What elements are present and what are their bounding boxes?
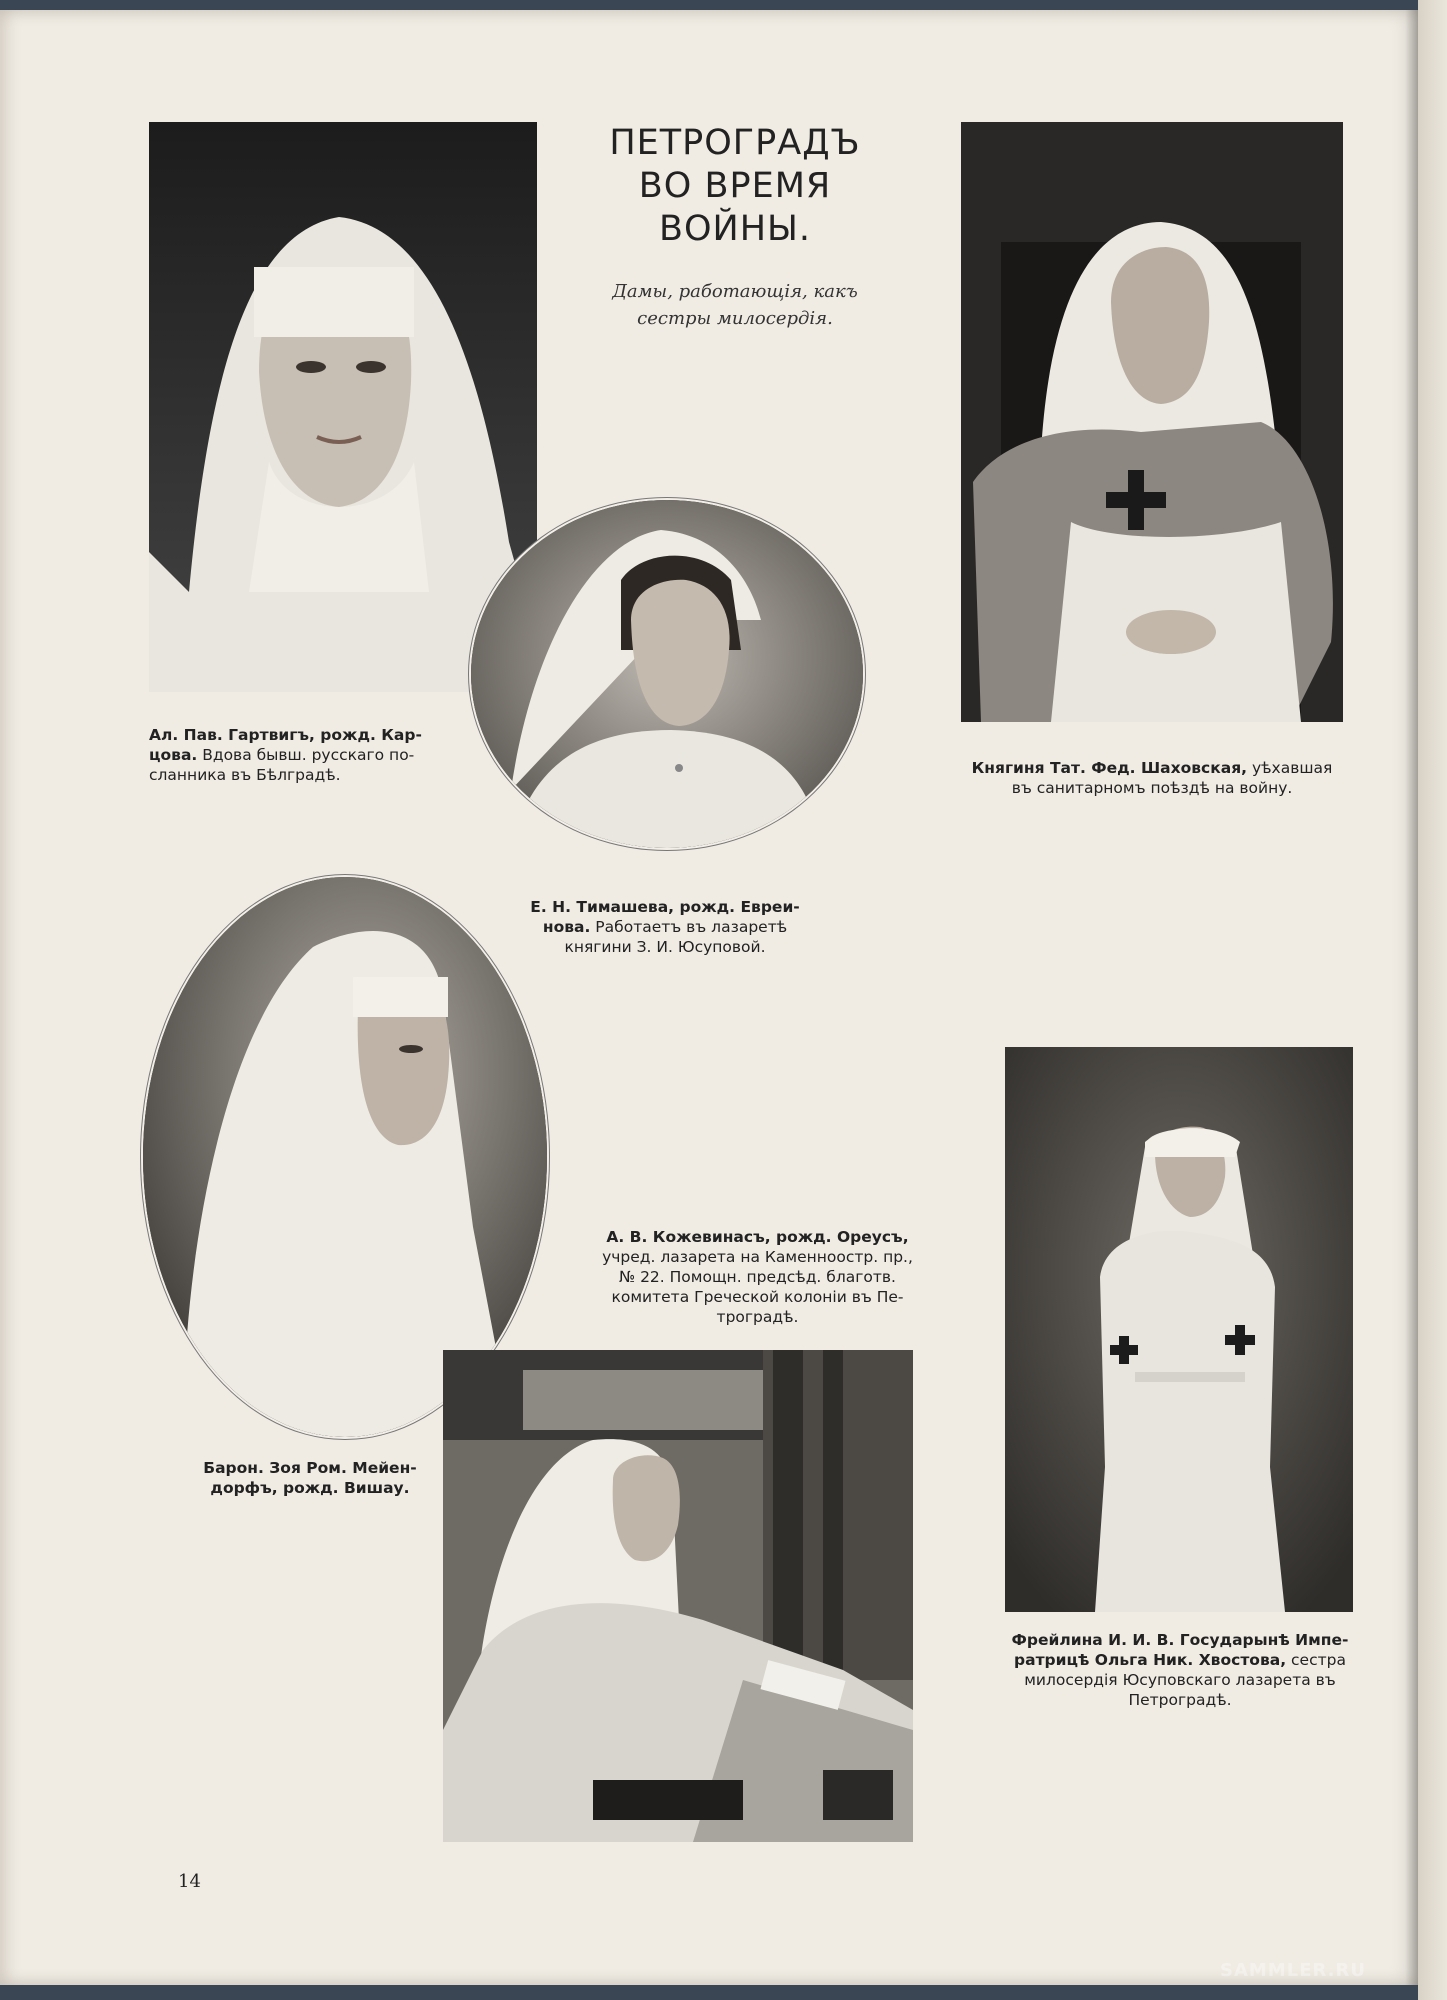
photo-shakhovskaya — [961, 122, 1343, 722]
watermark: SAMMLER.RU — [1220, 1960, 1366, 1981]
caption-text: Петроградѣ. — [1128, 1691, 1232, 1709]
portrait-image — [1005, 1047, 1353, 1612]
title-line: ВОЙНЫ. — [658, 209, 812, 249]
portrait-image — [149, 122, 537, 692]
caption-text: троградѣ. — [716, 1308, 799, 1326]
adjacent-page-edge — [1418, 0, 1447, 2000]
portrait-image — [471, 500, 863, 848]
caption-name: Барон. Зоя Ром. Мейен- — [203, 1459, 417, 1477]
caption-text: уѣхавшая — [1247, 759, 1333, 777]
caption-name: Фрейлина И. И. В. Государынѣ Импе- — [1011, 1631, 1349, 1649]
caption-text: Вдова бывш. русскаго по- — [197, 746, 415, 764]
page-subtitle — [560, 278, 910, 332]
title-line: ВО ВРЕМЯ — [638, 166, 832, 206]
caption-name: цова. — [149, 746, 198, 764]
caption-text: сланника въ Бѣлградѣ. — [149, 766, 341, 784]
caption-text: № 22. Помощн. предсѣд. благотв. — [619, 1268, 896, 1286]
photo-khvostova — [1005, 1047, 1353, 1612]
photo-gartvig — [149, 122, 537, 692]
page-number: 14 — [178, 1871, 201, 1892]
caption-text: учред. лазарета на Каменноостр. пр., — [602, 1248, 913, 1266]
caption-text: сестра — [1286, 1651, 1346, 1669]
caption-name: Е. Н. Тимашева, рожд. Евреи- — [530, 898, 800, 916]
portrait-image — [961, 122, 1343, 722]
subtitle-line: Дамы, работающія, какъ — [612, 281, 858, 302]
caption-shakhovskaya — [940, 758, 1364, 798]
page-edge-shadow — [1405, 10, 1419, 1985]
caption-text: въ санитарномъ поѣздѣ на войну. — [1011, 779, 1293, 797]
caption-meyendorf — [160, 1458, 460, 1498]
caption-name: дорфъ, рожд. Вишау. — [210, 1479, 410, 1497]
caption-khvostova — [985, 1630, 1375, 1710]
caption-text: княгини З. И. Юсуповой. — [564, 938, 766, 956]
caption-name: нова. — [542, 918, 591, 936]
title-line: ПЕТРОГРАДЪ — [609, 123, 861, 163]
caption-kozhevinas — [585, 1227, 930, 1327]
caption-text: комитета Греческой колоніи въ Пе- — [611, 1288, 904, 1306]
caption-text: Работаетъ въ лазаретѣ — [590, 918, 788, 936]
portrait-image — [443, 1350, 913, 1842]
caption-text: милосердія Юсуповскаго лазарета въ — [1024, 1671, 1336, 1689]
photo-timasheva — [469, 498, 865, 850]
caption-gartvig — [149, 725, 479, 785]
caption-name: Княгиня Тат. Фед. Шаховская, — [971, 759, 1248, 777]
caption-timasheva — [505, 897, 825, 957]
caption-name: Ал. Пав. Гартвигъ, рожд. Кар- — [149, 726, 422, 744]
caption-name: А. В. Кожевинасъ, рожд. Ореусъ, — [606, 1228, 909, 1246]
caption-name: ратрицѣ Ольга Ник. Хвостова, — [1014, 1651, 1287, 1669]
subtitle-line: сестры милосердія. — [637, 308, 833, 329]
page-title — [560, 122, 910, 251]
magazine-page — [0, 10, 1418, 1985]
photo-kozhevinas — [443, 1350, 913, 1842]
